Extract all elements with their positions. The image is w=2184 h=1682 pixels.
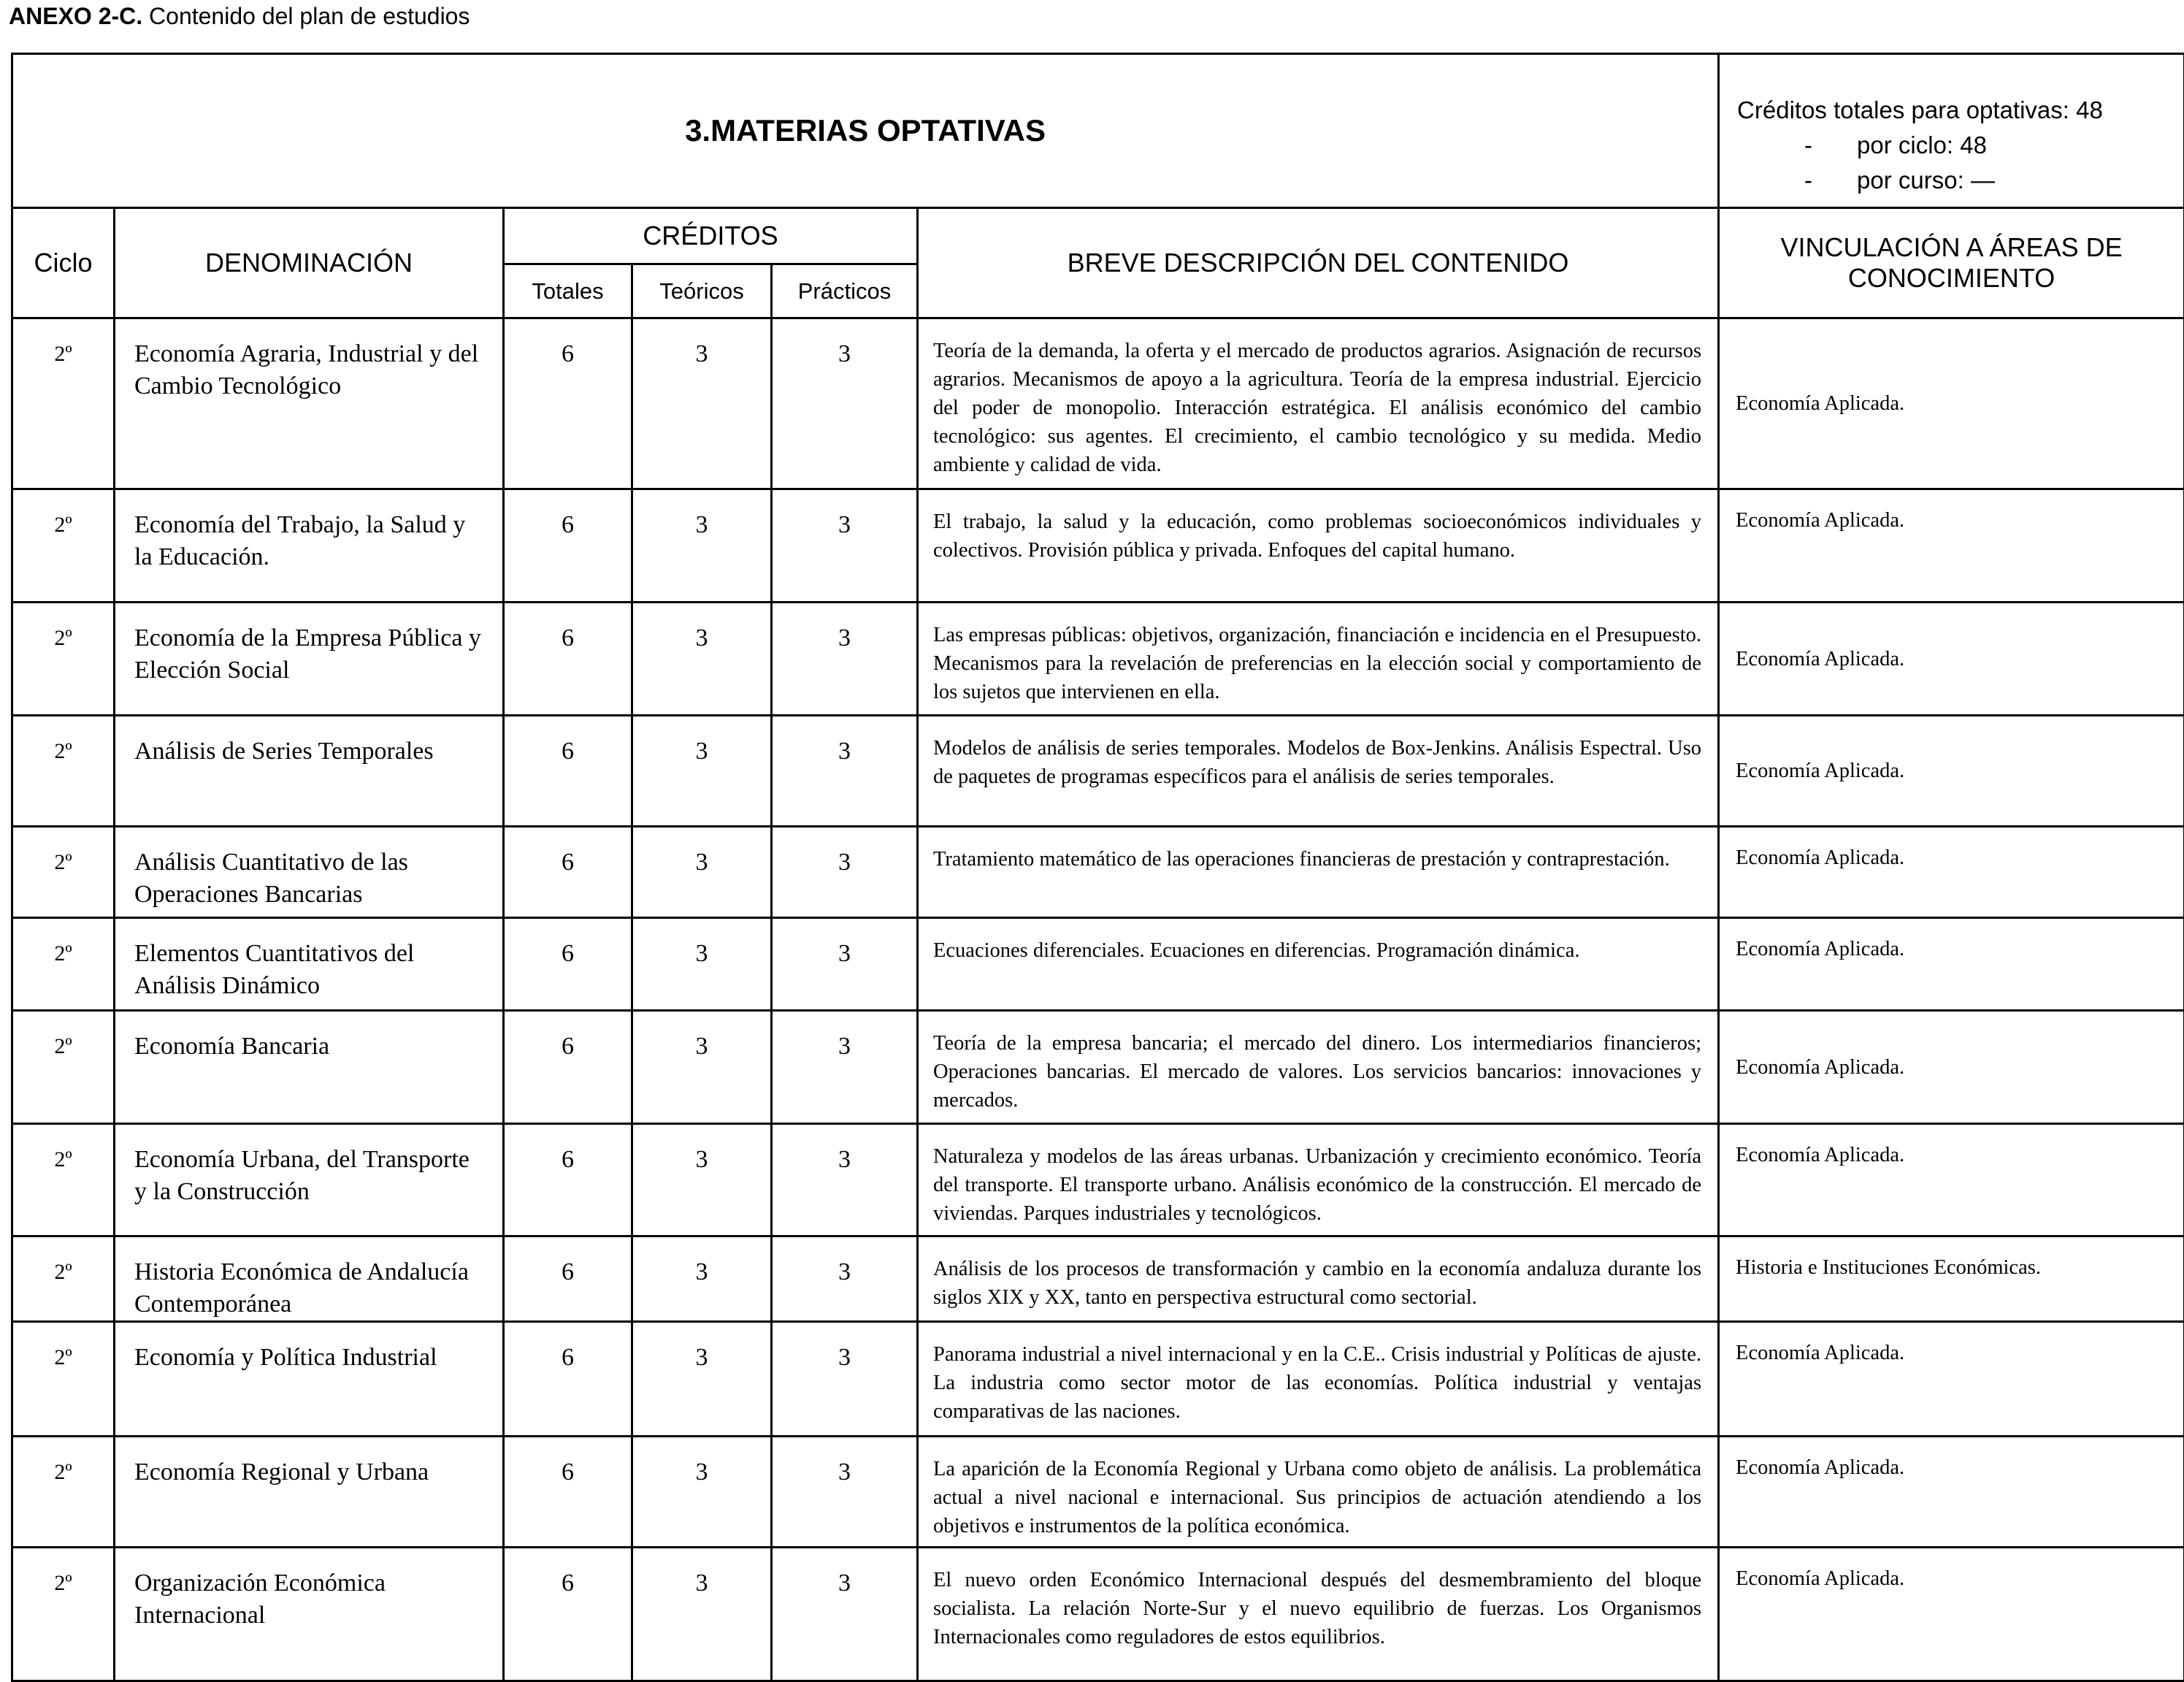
cell-denominacion: Economía Bancaria xyxy=(115,1011,504,1124)
cell-practicos: 3 xyxy=(772,1548,918,1681)
cell-teoricos: 3 xyxy=(632,603,772,716)
cell-descripcion: Teoría de la empresa bancaria; el mercado del dinero. Los intermediarios financieros; Operaciones bancarias. El mercado de valores. Los servicios bancarios: innovaciones y mercados. xyxy=(918,1011,1719,1124)
cell-practicos: 3 xyxy=(772,716,918,827)
cell-denominacion: Análisis Cuantitativo de las Operaciones Bancarias xyxy=(115,827,504,918)
table-row xyxy=(12,489,2184,603)
cell-descripcion: El trabajo, la salud y la educación, como problemas socioeconómicos individuales y colectivos. Provisión pública y privada. Enfoques del capital humano. xyxy=(918,489,1719,603)
cell-denominacion: Historia Económica de Andalucía Contemporánea xyxy=(115,1236,504,1322)
cell-ciclo: 2º xyxy=(12,716,115,827)
cell-practicos: 3 xyxy=(772,918,918,1011)
cell-denominacion: Economía Agraria, Industrial y del Cambio Tecnológico xyxy=(115,318,504,489)
cell-totales: 6 xyxy=(504,1011,632,1124)
cell-descripcion: Ecuaciones diferenciales. Ecuaciones en diferencias. Programación dinámica. xyxy=(918,918,1719,1011)
cell-totales: 6 xyxy=(504,1322,632,1437)
cell-teoricos: 3 xyxy=(632,489,772,603)
credits-course: por curso: — xyxy=(1804,167,1995,194)
cell-ciclo: 2º xyxy=(12,489,115,603)
col-header-ciclo: Ciclo xyxy=(12,208,115,318)
cell-ciclo: 2º xyxy=(12,1011,115,1124)
col-header-creditos: CRÉDITOS xyxy=(504,208,918,264)
annex-heading xyxy=(9,3,470,29)
cell-totales: 6 xyxy=(504,918,632,1011)
cell-denominacion: Economía y Política Industrial xyxy=(115,1322,504,1437)
cell-practicos: 3 xyxy=(772,318,918,489)
cell-descripcion: La aparición de la Economía Regional y Urbana como objeto de análisis. La problemática actual a nivel nacional e internacional. Sus principios de actuación atendiendo a los objetivos e instrumentos de la política económica. xyxy=(918,1437,1719,1548)
cell-denominacion: Elementos Cuantitativos del Análisis Dinámico xyxy=(115,918,504,1011)
table-row xyxy=(12,1124,2184,1236)
cell-totales: 6 xyxy=(504,603,632,716)
cell-teoricos: 3 xyxy=(632,1437,772,1548)
cell-totales: 6 xyxy=(504,1236,632,1322)
cell-descripcion: Naturaleza y modelos de las áreas urbanas. Urbanización y crecimiento económico. Teoría del transporte. El transporte urbano. Análisis económico de la construcción. El mercado de viviendas. Parques industriales y tecnológicos. xyxy=(918,1124,1719,1236)
table-title: 3.MATERIAS OPTATIVAS xyxy=(12,54,1719,208)
cell-teoricos: 3 xyxy=(632,1236,772,1322)
cell-descripcion: Las empresas públicas: objetivos, organización, financiación e incidencia en el Presupuesto. Mecanismos para la revelación de preferencias en la elección social y comportamiento de los sujetos que intervienen en ella. xyxy=(918,603,1719,716)
table-row xyxy=(12,716,2184,827)
credits-cycle-dash: - xyxy=(1804,128,1812,163)
optional-subjects-table xyxy=(11,53,2184,1682)
cell-area: Economía Aplicada. xyxy=(1719,1437,2184,1548)
cell-practicos: 3 xyxy=(772,1011,918,1124)
credits-total: Créditos totales para optativas: 48 xyxy=(1737,93,2177,128)
cell-descripcion: El nuevo orden Económico Internacional después del desmembramiento del bloque socialista. La relación Norte-Sur y el nuevo equilibrio de fuerzas. Los Organismos Internacionales como reguladores de estos equilibrios. xyxy=(918,1548,1719,1681)
cell-denominacion: Economía Urbana, del Transporte y la Construcción xyxy=(115,1124,504,1236)
cell-ciclo: 2º xyxy=(12,1437,115,1548)
table-row xyxy=(12,318,2184,489)
table-row xyxy=(12,1437,2184,1548)
table-row xyxy=(12,1011,2184,1124)
cell-denominacion: Análisis de Series Temporales xyxy=(115,716,504,827)
cell-teoricos: 3 xyxy=(632,716,772,827)
credits-cycle: por ciclo: 48 xyxy=(1804,131,1987,158)
cell-area: Economía Aplicada. xyxy=(1719,1011,2184,1124)
col-header-totales: Totales xyxy=(504,264,632,318)
cell-practicos: 3 xyxy=(772,1236,918,1322)
cell-totales: 6 xyxy=(504,489,632,603)
cell-ciclo: 2º xyxy=(12,1322,115,1437)
cell-totales: 6 xyxy=(504,318,632,489)
col-header-descripcion: BREVE DESCRIPCIÓN DEL CONTENIDO xyxy=(918,208,1719,318)
cell-practicos: 3 xyxy=(772,489,918,603)
cell-teoricos: 3 xyxy=(632,318,772,489)
cell-teoricos: 3 xyxy=(632,1548,772,1681)
cell-denominacion: Economía Regional y Urbana xyxy=(115,1437,504,1548)
cell-area: Economía Aplicada. xyxy=(1719,1322,2184,1437)
cell-area: Economía Aplicada. xyxy=(1719,918,2184,1011)
cell-ciclo: 2º xyxy=(12,603,115,716)
cell-teoricos: 3 xyxy=(632,827,772,918)
annex-label: ANEXO 2-C. xyxy=(9,3,142,29)
cell-ciclo: 2º xyxy=(12,318,115,489)
table-row xyxy=(12,918,2184,1011)
cell-practicos: 3 xyxy=(772,827,918,918)
cell-denominacion: Economía del Trabajo, la Salud y la Educación. xyxy=(115,489,504,603)
cell-area: Economía Aplicada. xyxy=(1719,603,2184,716)
col-header-vinculacion: VINCULACIÓN A ÁREAS DE CONOCIMIENTO xyxy=(1719,208,2184,318)
cell-ciclo: 2º xyxy=(12,827,115,918)
table-row xyxy=(12,603,2184,716)
cell-ciclo: 2º xyxy=(12,1236,115,1322)
cell-ciclo: 2º xyxy=(12,918,115,1011)
cell-teoricos: 3 xyxy=(632,1322,772,1437)
cell-ciclo: 2º xyxy=(12,1548,115,1681)
cell-ciclo: 2º xyxy=(12,1124,115,1236)
cell-totales: 6 xyxy=(504,827,632,918)
cell-area: Economía Aplicada. xyxy=(1719,716,2184,827)
cell-teoricos: 3 xyxy=(632,1124,772,1236)
col-header-denominacion: DENOMINACIÓN xyxy=(115,208,504,318)
cell-area: Economía Aplicada. xyxy=(1719,318,2184,489)
cell-totales: 6 xyxy=(504,716,632,827)
cell-practicos: 3 xyxy=(772,603,918,716)
credits-course-dash: - xyxy=(1804,163,1812,198)
table-row xyxy=(12,827,2184,918)
cell-descripcion: Tratamiento matemático de las operaciones financieras de prestación y contraprestación. xyxy=(918,827,1719,918)
col-header-teoricos: Teóricos xyxy=(632,264,772,318)
cell-area: Historia e Instituciones Económicas. xyxy=(1719,1236,2184,1322)
cell-descripcion: Análisis de los procesos de transformación y cambio en la economía andaluza durante los siglos XIX y XX, tanto en perspectiva estructural como sectorial. xyxy=(918,1236,1719,1322)
table-row xyxy=(12,1236,2184,1322)
cell-totales: 6 xyxy=(504,1437,632,1548)
cell-totales: 6 xyxy=(504,1124,632,1236)
cell-denominacion: Economía de la Empresa Pública y Elección Social xyxy=(115,603,504,716)
cell-teoricos: 3 xyxy=(632,1011,772,1124)
cell-descripcion: Panorama industrial a nivel internacional y en la C.E.. Crisis industrial y Políticas de ajuste. La industria como sector motor de las economías. Política industrial y ventajas comparativas de las naciones. xyxy=(918,1322,1719,1437)
cell-practicos: 3 xyxy=(772,1124,918,1236)
table-row xyxy=(12,1322,2184,1437)
cell-area: Economía Aplicada. xyxy=(1719,1548,2184,1681)
annex-text: Contenido del plan de estudios xyxy=(149,3,470,29)
cell-practicos: 3 xyxy=(772,1322,918,1437)
cell-descripcion: Modelos de análisis de series temporales. Modelos de Box-Jenkins. Análisis Espectral. Uso de paquetes de programas específicos para el análisis de series temporales. xyxy=(918,716,1719,827)
credits-summary xyxy=(1719,54,2184,208)
cell-area: Economía Aplicada. xyxy=(1719,1124,2184,1236)
col-header-practicos: Prácticos xyxy=(772,264,918,318)
cell-area: Economía Aplicada. xyxy=(1719,489,2184,603)
cell-area: Economía Aplicada. xyxy=(1719,827,2184,918)
cell-descripcion: Teoría de la demanda, la oferta y el mercado de productos agrarios. Asignación de recursos agrarios. Mecanismos de apoyo a la agricultura. Teoría de la empresa industrial. Ejercicio del poder de monopolio. Interacción estratégica. El análisis económico del cambio tecnológico: sus agentes. El crecimiento, el cambio tecnológico y su medida. Medio ambiente y calidad de vida. xyxy=(918,318,1719,489)
cell-practicos: 3 xyxy=(772,1437,918,1548)
cell-denominacion: Organización Económica Internacional xyxy=(115,1548,504,1681)
table-row xyxy=(12,1548,2184,1681)
cell-totales: 6 xyxy=(504,1548,632,1681)
cell-teoricos: 3 xyxy=(632,918,772,1011)
